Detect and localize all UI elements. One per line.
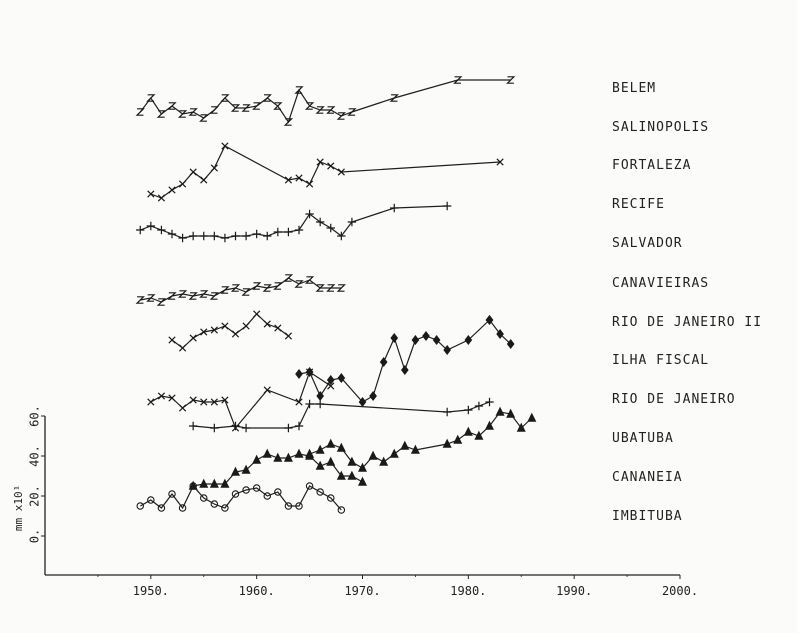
series-line-ilha-fiscal xyxy=(151,372,331,428)
data-point-ilha-fiscal xyxy=(179,405,185,411)
data-point-belem xyxy=(338,113,344,119)
data-point-salvador xyxy=(232,331,238,337)
data-point-salinopolis xyxy=(211,165,217,171)
data-point-ubatuba xyxy=(380,458,387,465)
series-cananeia xyxy=(189,450,366,489)
legend-salinopolis: SALINOPOLIS xyxy=(612,120,710,135)
data-point-rio-de-janeiro xyxy=(464,406,472,414)
data-point-salvador xyxy=(275,325,281,331)
data-point-fortaleza xyxy=(390,204,398,212)
data-point-cananeia xyxy=(295,450,302,457)
data-point-fortaleza xyxy=(210,232,218,240)
data-point-salvador xyxy=(264,321,270,327)
data-point-belem xyxy=(158,111,164,117)
y-axis-label: mm x10¹ xyxy=(12,484,25,532)
data-point-recife xyxy=(296,281,302,287)
series-belem xyxy=(137,77,514,125)
data-point-rio-de-janeiro xyxy=(231,422,239,430)
data-point-salinopolis xyxy=(306,181,312,187)
data-point-recife xyxy=(158,299,164,305)
data-point-rio-de-janeiro xyxy=(242,424,250,432)
data-point-cananeia xyxy=(264,450,271,457)
data-point-rio-de-janeiro-ii xyxy=(402,366,408,374)
series-line-recife xyxy=(140,278,341,302)
data-point-ilha-fiscal xyxy=(264,387,270,393)
data-point-ubatuba xyxy=(454,436,461,443)
data-point-fortaleza xyxy=(189,232,197,240)
series-line-rio-de-janeiro-ii xyxy=(299,320,490,402)
x-tick-label: 1990. xyxy=(556,584,593,598)
data-point-rio-de-janeiro xyxy=(475,402,483,410)
x-tick-label: 2000. xyxy=(661,584,699,598)
data-point-ubatuba xyxy=(316,446,323,453)
data-point-salinopolis xyxy=(179,181,185,187)
x-tick-label: 1970. xyxy=(344,584,381,598)
series-recife xyxy=(137,275,344,305)
data-point-salinopolis xyxy=(148,191,154,197)
series-line-imbituba xyxy=(140,486,341,510)
data-point-fortaleza xyxy=(242,232,250,240)
legend-ilha-fiscal: ILHA FISCAL xyxy=(612,353,710,368)
y-tick-label: 40. xyxy=(27,445,42,467)
legend xyxy=(612,81,762,524)
legend-cananeia: CANANEIA xyxy=(612,470,683,485)
series-line-fortaleza xyxy=(140,206,447,238)
data-point-rio-de-janeiro-ii xyxy=(423,332,429,340)
data-point-ubatuba xyxy=(369,452,376,459)
data-point-rio-de-janeiro xyxy=(305,400,313,408)
data-point-salvador xyxy=(179,345,185,351)
data-point-fortaleza xyxy=(443,202,451,210)
data-point-ubatuba xyxy=(401,442,408,449)
data-point-belem xyxy=(349,109,355,115)
data-point-fortaleza xyxy=(157,226,165,234)
data-point-belem xyxy=(211,107,217,113)
data-point-fortaleza xyxy=(284,228,292,236)
data-point-rio-de-janeiro-ii xyxy=(370,392,376,400)
data-point-ilha-fiscal xyxy=(148,399,154,405)
axes xyxy=(12,405,698,598)
legend-canavieiras: CANAVIEIRAS xyxy=(612,276,710,291)
series-rio-de-janeiro-ii xyxy=(296,316,493,406)
data-point-rio-de-janeiro xyxy=(284,424,292,432)
y-tick-label: 60. xyxy=(27,405,42,427)
legend-salvador: SALVADOR xyxy=(612,236,683,251)
x-tick-label: 1980. xyxy=(450,584,487,598)
data-point-salvador xyxy=(169,337,175,343)
data-point-salinopolis xyxy=(190,169,196,175)
series-canavieiras xyxy=(486,316,514,348)
series-ilha-fiscal xyxy=(148,369,334,431)
data-point-salinopolis xyxy=(317,159,323,165)
x-tick-label: 1950. xyxy=(132,584,169,598)
data-point-cananeia xyxy=(327,458,334,465)
legend-belem: BELEM xyxy=(612,81,657,96)
data-point-cananeia xyxy=(359,478,366,485)
data-point-fortaleza xyxy=(252,230,260,238)
data-point-belem xyxy=(137,109,143,115)
data-point-salinopolis xyxy=(328,163,334,169)
data-point-salinopolis xyxy=(169,187,175,193)
series-fortaleza xyxy=(136,202,451,242)
series-line-salinopolis xyxy=(151,146,500,198)
data-point-belem xyxy=(201,115,207,121)
legend-rio-de-janeiro-ii: RIO DE JANEIRO II xyxy=(612,315,763,330)
data-point-ubatuba xyxy=(465,428,472,435)
data-point-imbituba xyxy=(338,507,344,513)
data-point-recife xyxy=(243,289,249,295)
data-point-salvador xyxy=(222,323,228,329)
data-point-belem xyxy=(285,119,291,125)
data-point-fortaleza xyxy=(274,228,282,236)
data-point-salvador xyxy=(253,311,259,317)
data-point-ilha-fiscal xyxy=(296,399,302,405)
data-point-belem xyxy=(296,87,302,93)
data-point-rio-de-janeiro-ii xyxy=(391,334,397,342)
data-point-imbituba xyxy=(137,503,143,509)
data-point-recife xyxy=(285,275,291,281)
data-point-rio-de-janeiro xyxy=(443,408,451,416)
data-point-rio-de-janeiro-ii xyxy=(296,370,302,378)
data-point-ubatuba xyxy=(327,440,334,447)
series-imbituba xyxy=(137,483,344,513)
data-point-rio-de-janeiro xyxy=(485,398,493,406)
data-point-rio-de-janeiro-ii xyxy=(380,358,386,366)
data-point-salinopolis xyxy=(201,177,207,183)
data-point-fortaleza xyxy=(263,232,271,240)
series-line-salvador xyxy=(172,314,288,348)
data-point-fortaleza xyxy=(231,232,239,240)
data-point-rio-de-janeiro xyxy=(316,400,324,408)
data-point-fortaleza xyxy=(200,232,208,240)
data-point-salvador xyxy=(190,335,196,341)
legend-rio-de-janeiro: RIO DE JANEIRO xyxy=(612,392,736,407)
series-ubatuba xyxy=(306,408,536,471)
data-point-fortaleza xyxy=(136,226,144,234)
data-point-rio-de-janeiro-ii xyxy=(433,336,439,344)
data-point-salvador xyxy=(285,333,291,339)
data-point-belem xyxy=(306,103,312,109)
legend-ubatuba: UBATUBA xyxy=(612,431,674,446)
legend-imbituba: IMBITUBA xyxy=(612,509,683,524)
data-point-salinopolis xyxy=(158,195,164,201)
data-point-fortaleza xyxy=(168,230,176,238)
legend-fortaleza: FORTALEZA xyxy=(612,158,692,173)
series-salvador xyxy=(169,311,292,351)
data-point-fortaleza xyxy=(221,234,229,242)
data-point-fortaleza xyxy=(295,226,303,234)
data-point-fortaleza xyxy=(147,222,155,230)
data-point-salvador xyxy=(243,323,249,329)
series-layer xyxy=(136,77,535,513)
data-point-fortaleza xyxy=(178,234,186,242)
legend-recife: RECIFE xyxy=(612,197,665,212)
data-point-rio-de-janeiro xyxy=(295,422,303,430)
data-point-ubatuba xyxy=(496,408,503,415)
series-salinopolis xyxy=(148,143,504,201)
data-point-rio-de-janeiro xyxy=(210,424,218,432)
data-point-rio-de-janeiro-ii xyxy=(412,336,418,344)
series-line-rio-de-janeiro xyxy=(193,402,489,428)
data-point-ubatuba xyxy=(391,450,398,457)
x-tick-label: 1960. xyxy=(238,584,275,598)
data-point-ubatuba xyxy=(528,414,535,421)
data-point-belem xyxy=(148,95,154,101)
data-point-cananeia xyxy=(253,456,260,463)
data-point-rio-de-janeiro xyxy=(189,422,197,430)
y-tick-label: 0. xyxy=(27,528,42,544)
data-point-salinopolis xyxy=(222,143,228,149)
series-line-ubatuba xyxy=(310,412,532,468)
y-tick-label: 20. xyxy=(27,485,42,507)
